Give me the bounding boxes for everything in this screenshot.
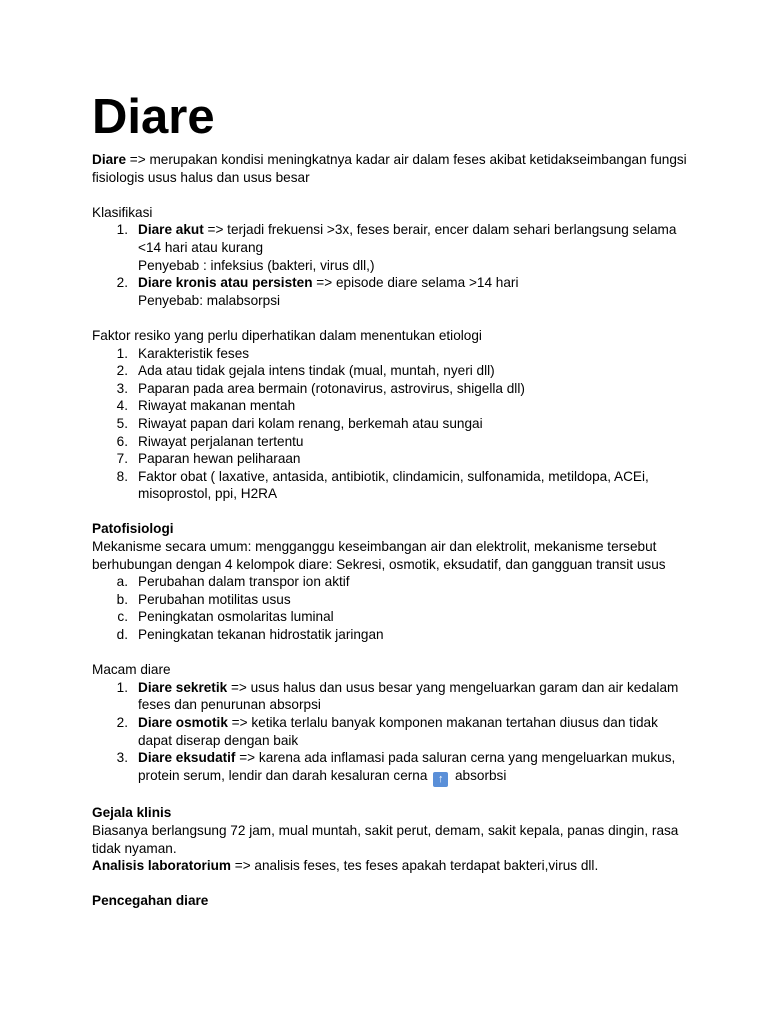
list-letter: b.: [116, 591, 128, 607]
list-number: 1.: [116, 345, 128, 361]
item-subtext: Penyebab : infeksius (bakteri, virus dll,): [138, 257, 375, 273]
list-number: 8.: [116, 468, 128, 484]
item-text: Paparan pada area bermain (rotonavirus, astrovirus, shigella dll): [138, 380, 525, 396]
item-text: => karena ada inflamasi pada saluran cerna yang mengeluarkan mukus, protein serum, lendir dan darah kesaluran cerna: [138, 750, 676, 783]
list-item: [92, 714, 692, 749]
list-item: [92, 221, 692, 274]
list-item: [92, 362, 692, 380]
definition-term: Diare: [92, 152, 127, 167]
lab-line: [92, 857, 692, 875]
item-text: Riwayat makanan mentah: [138, 398, 296, 414]
list-item: [92, 626, 692, 644]
list-item: [92, 433, 692, 451]
lab-text: => analisis feses, tes feses apakah terdapat bakteri,virus dll.: [231, 858, 599, 874]
item-text: => episode diare selama >14 hari: [312, 275, 519, 291]
item-text: Ada atau tidak gejala intens tindak (mual, muntah, nyeri dll): [138, 363, 495, 379]
faktor-list: [92, 345, 692, 503]
list-item: [92, 345, 692, 363]
macam-list: [92, 679, 692, 787]
item-tail: absorbsi: [451, 767, 507, 783]
item-text: Riwayat perjalanan tertentu: [138, 433, 304, 449]
list-item: [92, 573, 692, 591]
klasifikasi-list: [92, 221, 692, 309]
lab-term: Analisis laboratorium: [92, 858, 231, 874]
patofisiologi-list: [92, 573, 692, 643]
list-letter: d.: [116, 627, 128, 643]
item-subtext: Penyebab: malabsorpsi: [138, 292, 281, 308]
page-title: Diare: [92, 90, 215, 144]
list-number: 4.: [116, 398, 128, 414]
list-number: 7.: [116, 451, 128, 467]
list-number: 6.: [116, 433, 128, 449]
list-item: [92, 450, 692, 468]
item-text: => terjadi frekuensi >3x, feses berair, encer dalam sehari berlangsung selama <14 hari atau kurang: [138, 222, 677, 255]
klasifikasi-heading: Klasifikasi: [92, 204, 153, 220]
item-text: => usus halus dan usus besar yang mengeluarkan garam dan air kedalam feses dan penurunan absorpsi: [138, 679, 679, 713]
item-text: Paparan hewan peliharaan: [138, 451, 301, 467]
list-number: 2.: [116, 715, 128, 730]
list-number: 2.: [116, 275, 128, 291]
list-number: 5.: [116, 415, 128, 431]
definition-text: => merupakan kondisi meningkatnya kadar air dalam feses akibat ketidakseimbangan fungsi fisiologis usus halus dan usus besar: [92, 152, 687, 185]
item-term: Diare eksudatif: [138, 750, 236, 766]
item-text: Karakteristik feses: [138, 345, 250, 361]
item-text: Faktor obat ( laxative, antasida, antibiotik, clindamicin, sulfonamida, metildopa, ACEi, misoprostol, ppi, H2RA: [138, 468, 649, 502]
pencegahan-heading: Pencegahan diare: [92, 893, 209, 909]
list-letter: c.: [117, 609, 128, 625]
item-text: Perubahan dalam transpor ion aktif: [138, 574, 350, 590]
item-text: Peningkatan osmolaritas luminal: [138, 609, 334, 625]
item-term: Diare sekretik: [138, 679, 228, 695]
up-arrow-icon: ↑: [433, 772, 448, 787]
gejala-heading: Gejala klinis: [92, 805, 172, 821]
item-term: Diare osmotik: [138, 715, 228, 730]
list-letter: a.: [116, 574, 128, 590]
list-number: 3.: [116, 750, 128, 766]
list-number: 1.: [116, 679, 128, 695]
list-item: [92, 274, 692, 309]
patofisiologi-text: Mekanisme secara umum: mengganggu keseimbangan air dan elektrolit, mekanisme tersebut berhubungan dengan 4 kelompok diare: Sekresi, osmotik, eksudatif, dan gangguan transit usus: [92, 539, 666, 572]
list-number: 1.: [116, 222, 128, 238]
definition: [92, 151, 692, 186]
list-number: 3.: [116, 380, 128, 396]
patofisiologi-heading: Patofisiologi: [92, 521, 174, 537]
list-item: [92, 749, 692, 787]
list-item: [92, 468, 692, 503]
document-page: [92, 87, 692, 910]
item-text: Perubahan motilitas usus: [138, 591, 291, 607]
item-text: Riwayat papan dari kolam renang, berkemah atau sungai: [138, 415, 483, 431]
gejala-text: Biasanya berlangsung 72 jam, mual muntah, sakit perut, demam, sakit kepala, panas dingin, rasa tidak nyaman.: [92, 822, 679, 856]
list-item: [92, 415, 692, 433]
list-item: [92, 591, 692, 609]
list-item: [92, 608, 692, 626]
list-number: 2.: [116, 363, 128, 379]
item-term: Diare akut: [138, 222, 204, 238]
list-item: [92, 380, 692, 398]
list-item: [92, 679, 692, 714]
item-term: Diare kronis atau persisten: [138, 275, 313, 291]
item-text: => ketika terlalu banyak komponen makanan tertahan diusus dan tidak dapat diserap dengan baik: [138, 715, 658, 748]
macam-heading: Macam diare: [92, 662, 171, 678]
list-item: [92, 397, 692, 415]
item-text: Peningkatan tekanan hidrostatik jaringan: [138, 627, 384, 643]
faktor-heading: Faktor resiko yang perlu diperhatikan dalam menentukan etiologi: [92, 327, 482, 343]
